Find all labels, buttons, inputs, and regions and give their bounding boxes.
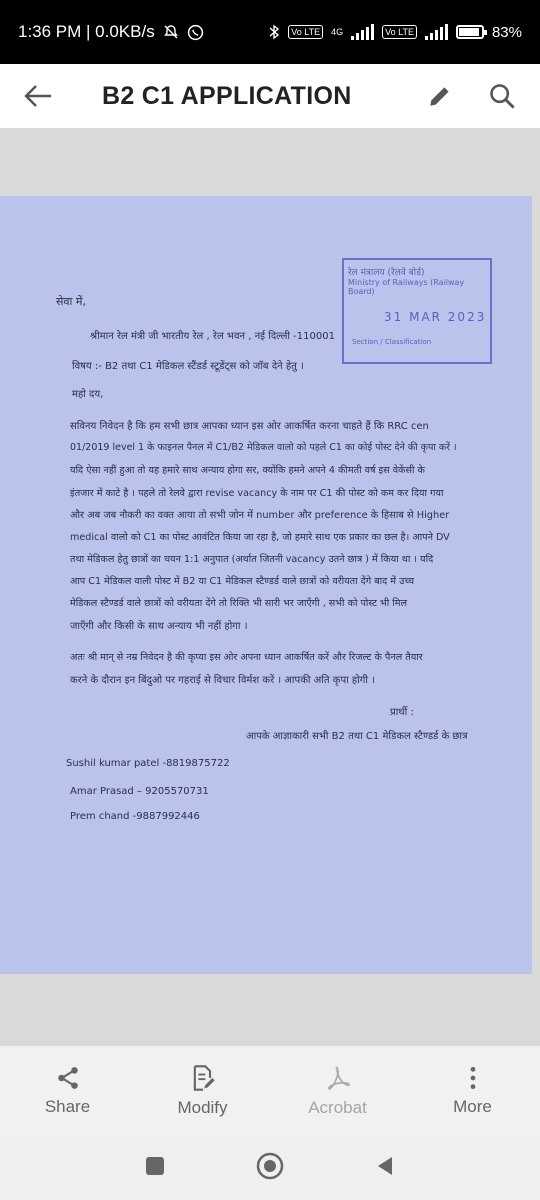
more-vertical-icon <box>460 1065 486 1091</box>
share-icon <box>55 1065 81 1091</box>
body-line: medical वालो को C1 का पोस्ट आवंटित किया जा रहा है, जो हमारे साथ एक प्रकार का छल है। आपने DV <box>70 532 450 543</box>
acrobat-icon <box>324 1064 352 1092</box>
letter-sign-off: आपके आज्ञाकारी सभी B2 तथा C1 मेडिकल स्टैण्डर्ड के छात्र <box>246 731 468 742</box>
mute-bell-icon <box>163 24 179 40</box>
stamp-date: 31 MAR 2023 <box>384 310 487 324</box>
more-label: More <box>453 1097 492 1116</box>
signatory-1: Sushil kumar patel -8819875722 <box>66 758 230 769</box>
body-line: सविनय निवेदन है कि हम सभी छात्र आपका ध्यान इस ओर आकर्षित करना चाहते हैं कि RRC cen <box>70 421 429 432</box>
signal-icon-1 <box>351 24 374 40</box>
back-arrow-icon <box>23 84 53 108</box>
letter-addressee: श्रीमान रेल मंत्री जी भारतीय रेल , रेल भवन , नई दिल्ली -110001 <box>90 331 335 342</box>
letter-greeting: महो दय, <box>72 389 104 400</box>
battery-percent: 83% <box>491 23 522 41</box>
square-icon <box>144 1155 166 1177</box>
edit-document-icon <box>189 1064 217 1092</box>
acrobat-button[interactable] <box>270 1064 405 1118</box>
body-line: अतः श्री मान् से नम्र निवेदन है की कृप्या इस ओर अपना ध्यान आकर्षित करें और रिजल्ट के पैनल तैयार <box>70 652 423 663</box>
status-time: 1:36 PM | 0.0KB/s <box>18 22 155 41</box>
body-line: 01/2019 level 1 के फाइनल पैनल में C1/B2 मेडिकल वालो को पहले C1 का कोई पोस्ट देने की कृपा करें । <box>70 442 457 453</box>
body-line: जाएँगी और किसी के साथ अन्याय भी नहीं होगा । <box>70 621 248 632</box>
body-line: करने के दौरान इन बिंदुओ पर गहराई से विचार विर्मश करें । आपकी अति कृपा होगी । <box>70 675 375 686</box>
triangle-back-icon <box>374 1155 396 1177</box>
document-viewer[interactable] <box>0 128 540 1046</box>
modify-label: Modify <box>177 1098 228 1117</box>
volte-badge-1: Vo LTE <box>288 25 323 39</box>
recents-button[interactable] <box>144 1155 166 1182</box>
action-bar <box>0 1046 540 1136</box>
volte-badge-2: Vo LTE <box>382 25 417 39</box>
share-label: Share <box>44 1097 91 1116</box>
letter-applicant-label: प्रार्थी : <box>390 707 414 718</box>
stamp-line-2: Ministry of Railways (Railway Board) <box>348 278 465 296</box>
share-button[interactable] <box>0 1065 135 1117</box>
modify-button[interactable] <box>135 1064 270 1118</box>
home-button[interactable] <box>255 1151 285 1186</box>
acrobat-label: Acrobat <box>308 1098 367 1117</box>
signatory-3: Prem chand -9887992446 <box>70 811 200 822</box>
circle-icon <box>255 1151 285 1181</box>
status-bar <box>0 0 540 64</box>
whatsapp-icon <box>187 24 204 41</box>
document-title: B2 C1 APPLICATION <box>102 81 352 110</box>
app-bar <box>0 64 540 128</box>
search-icon <box>488 82 516 110</box>
letter-subject: विषय :- B2 तथा C1 मेडिकल स्टैंडर्ड स्टूडेंट्स को जॉब देने हेतु । <box>72 361 304 372</box>
body-line: तथा मेडिकल हेतु छात्रों का चयन 1:1 अनुपात (अर्थात जितनी vacancy उतने छात्र ) में किया था । यदि <box>70 554 434 565</box>
body-line: आप C1 मेडिकल वाली पोस्ट में B2 या C1 मेडिकल स्टैण्डर्ड वाले छात्रों को वरीयता देंगे बाद में उच्च <box>70 576 415 587</box>
pencil-icon <box>427 83 453 109</box>
system-nav-bar <box>0 1136 540 1200</box>
body-line: यदि ऐसा नहीं हुआ तो यह हमारे साथ अन्याय होगा सर, क्योंकि हमने अपने 4 कीमती वर्ष इस वेकेंसी के <box>70 465 425 476</box>
more-button[interactable] <box>405 1065 540 1117</box>
search-button[interactable] <box>482 76 522 116</box>
letter-salutation: सेवा में, <box>56 295 86 308</box>
edit-button[interactable] <box>420 76 460 116</box>
signal-icon-2 <box>425 24 448 40</box>
body-line: और अब जब नौकरी का वक्त आया तो सभी जोन में number और preference के हिसाब से Higher <box>70 510 450 521</box>
back-nav-button[interactable] <box>374 1155 396 1182</box>
stamp-line-4: Section / Classification <box>352 338 432 346</box>
signatory-2: Amar Prasad – 9205570731 <box>70 786 209 797</box>
document-page[interactable] <box>0 196 532 974</box>
network-type: 4G <box>331 27 344 37</box>
stamp-line-1: रेल मंत्रालय (रेलवे बोर्ड) <box>348 268 425 278</box>
body-line: मेडिकल स्टैण्डर्ड वाले छात्रों को वरीयता देंगे तो रिक्ति भी सारी भर जाएँगी , सभी को पोस्ट भी मिल <box>70 598 408 609</box>
bluetooth-icon <box>268 24 280 40</box>
ministry-stamp <box>342 258 492 364</box>
battery-icon <box>456 25 484 39</box>
body-line: इंतजार में काटे है । पहले तो रेलवे द्वारा revise vacancy के नाम पर C1 की पोस्ट को कम कर दिया गया <box>70 488 444 499</box>
back-button[interactable] <box>18 76 58 116</box>
